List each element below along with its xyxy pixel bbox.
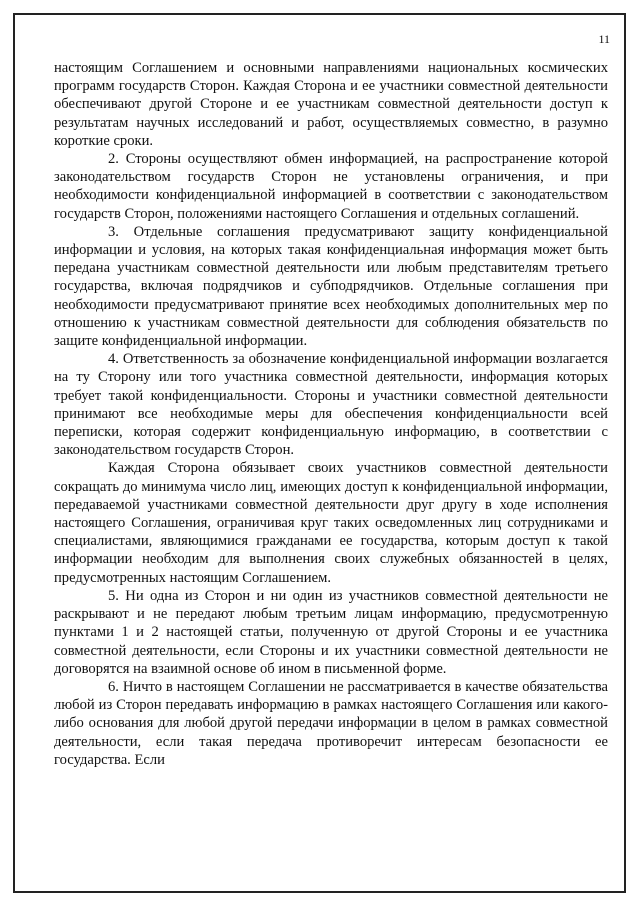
paragraph-4: 4. Ответственность за обозначение конфиденциальной информации возлагается на ту Сторону или того участника совместной деятельности, информация которых требует такой конфиденциальности. Стороны и участники совместной деятельности принимают все необходимые меры для обеспечения конфиденциальности всей переписки, которая содержит конфиденциальную информацию, в соответствии с законодательством государств Сторон. xyxy=(54,351,608,459)
document-page xyxy=(13,13,626,893)
page-number: 11 xyxy=(598,32,610,46)
paragraph-2: 2. Стороны осуществляют обмен информацией, на распространение которой законодательством государств Сторон не установлены ограничения, и при необходимости конфиденциальной информацией в соответствии с законодательством государств Сторон, положениями настоящего Соглашения и отдельных соглашений. xyxy=(54,151,608,222)
paragraph-5: 5. Ни одна из Сторон и ни один из участников совместной деятельности не раскрывают и не передают любым третьим лицам информацию, предусмотренную пунктами 1 и 2 настоящей статьи, полученную от другой Стороны и ее участника совместной деятельности, если Стороны и их участники совместной деятельности не договорятся на взаимной основе об ином в письменной форме. xyxy=(54,587,608,677)
paragraph-continuation: настоящим Соглашением и основными направлениями национальных космических программ государств Сторон. Каждая Сторона и ее участники совместной деятельности обеспечивают другой Стороне и ее участникам совместной деятельности доступ к результатам научных исследований и работ, осуществляемых совместно, в разумно короткие сроки. xyxy=(54,60,608,149)
paragraph-3: 3. Отдельные соглашения предусматривают защиту конфиденциальной информации и условия, на которых такая конфиденциальная информация может быть передана участникам совместной деятельности или любым представителям третьего государства, включая подрядчиков и субподрядчиков. Отдельные соглашения при необходимости предусматривают принятие всех необходимых дополнительных мер по отношению к участникам совместной деятельности для соблюдения обязательств по защите конфиденциальной информации. xyxy=(54,223,608,350)
paragraph-6: 6. Ничто в настоящем Соглашении не рассматривается в качестве обязательства любой из Сторон передавать информацию в рамках настоящего Соглашения или какого-либо основания для любой другой передачи информации в целом в рамках совместной деятельности, если такая передача противоречит интересам безопасности ее государства. Если xyxy=(54,678,608,768)
document-body xyxy=(54,59,608,769)
paragraph-4-continued: Каждая Сторона обязывает своих участников совместной деятельности сокращать до минимума число лиц, имеющих доступ к конфиденциальной информации, передаваемой участниками совместной деятельности друг другу в ходе исполнения настоящего Соглашения, ограничивая круг таких осведомленных лиц сотрудниками и специалистами, являющимися гражданами ее государства, которым доступ к такой информации необходим для выполнения своих служебных обязанностей в целях, предусмотренных настоящим Соглашением. xyxy=(54,460,608,586)
